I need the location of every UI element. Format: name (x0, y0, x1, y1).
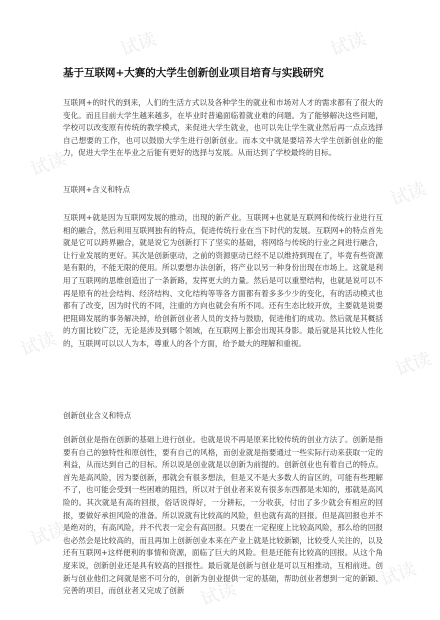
watermark: 试读 (388, 178, 430, 211)
section-body-innovation: 创新创业是指在创新的基础上进行创业。也就是说不再是原来比较传统的创业方法了。创新是指要有自己的独特性和原创性，要有自己的风格，而创业就是指要通过一些实际行动来获取一定的利益，从而达到自己的目标。所以说是创业就是以创新为前提的。创新创业也有着自己的特点。首先是高风险，因为要创新，那就会有很多想法，但是又不是大多数人的盲区的，可能有些理解不了，也可能会受到一些困难的阻挡，所以对于创业者来说有很多东西都是未知的，那就是高风险的。其次就是有高的回报，俗话说得好，一分耕耘，一分收获，付出了多少就会有相应的回报，要做好承担风险的准备。所以说就有比较高的风险，但也就有高的回报。但是高回报也并不是绝对的，有高风险，并不代表一定会有高回报。只要在一定程度上比较高风险，那么给的回报也必然会是比较高的，而且再加上创新创业本来在产业上就是比较新颖，比较受人关注的，以及还有互联网+这样便利的事情和资源，面临了巨大的风险。但是还能有比较高的回报。从这个角度来说，创新创业还是具有较高的回报性。最后就是创新与创业是可以互相推动，互相前进。创新与创业他们之间就是密不可分的，创新为创业提供一定的基础，帮助创业者想到一定的新颖、完善的项目，而创业者又完成了创新 (63, 435, 383, 596)
watermark: 试读 (328, 28, 370, 61)
section-body-internet-plus: 互联网+就是因为互联网发展的推动，出现的新产业。互联网+也就是互联网和传统行业进行互相的融合，然后利用互联网独有的特点，促进传统行业在当下时代的发展。互联网+的特点首先就是它可以跨界融合，就是说它为创新打下了坚实的基础，将网络与传统的行业之间进行融合，让行业发展的更好。其次是创新驱动，之前的资源驱动已经不足以维持到现在了，毕竟有些资源是有限的，不能无限的使用。所以要想办法创新，将产业以另一种身份出现在市场上。这就是利用了互联网的思维创造出了一条新路，发挥更大的力量。然后是可以重塑结构，也就是说可以不再是原有的社会结构、经济结构、文化结构等等各方面都有着多多少少的变化，有的活动模式也都有了改变，因为时代的不同，注重的方向也就会有所不同。还有生态比较开放，主要就是说要把阻碍发展的事务解决掉，给创新创业者人员的支持与鼓励，促进他们的成功。然后就是其概括的方面比较广泛，无论是涉及到哪个领域，在互联网上都会出现其身影。最后就是其比较人性化的，互联网可以以人为本，尊重人的各个方面，给予最大的理解和重视。 (63, 213, 383, 348)
watermark: 试读 (198, 578, 240, 611)
watermark: 试读 (378, 558, 420, 591)
watermark: 试读 (393, 348, 435, 381)
document-title: 基于互联网+大赛的大学生创新创业项目培育与实践研究 (63, 67, 324, 79)
intro-paragraph: 互联网+的时代的到来，人们的生活方式以及各种学生的就业和市场对人才的需求都有了很大的变化。而且目前大学生越来越多，在毕业时普遍面临着就业难的问题。为了能够解决这些问题，学校可以改变原有传统的教学模式，来促进大学生就业，也可以先让学生就业然后再一点点选择自己想要的工作，也可以鼓励大学生进行创新创业。而本文中就是要培养大学生创新创业的能力，促进大学生在毕业之后能有更好的选择与发展。从而达到了学校最终的目标。 (63, 98, 383, 158)
watermark: 试读 (28, 148, 70, 181)
watermark: 试读 (28, 518, 70, 551)
watermark: 试读 (118, 28, 160, 61)
section-heading-internet-plus: 互联网+含义和特点 (63, 185, 131, 194)
section-heading-innovation: 创新创业含义和特点 (63, 411, 132, 420)
watermark: 试读 (18, 328, 60, 361)
